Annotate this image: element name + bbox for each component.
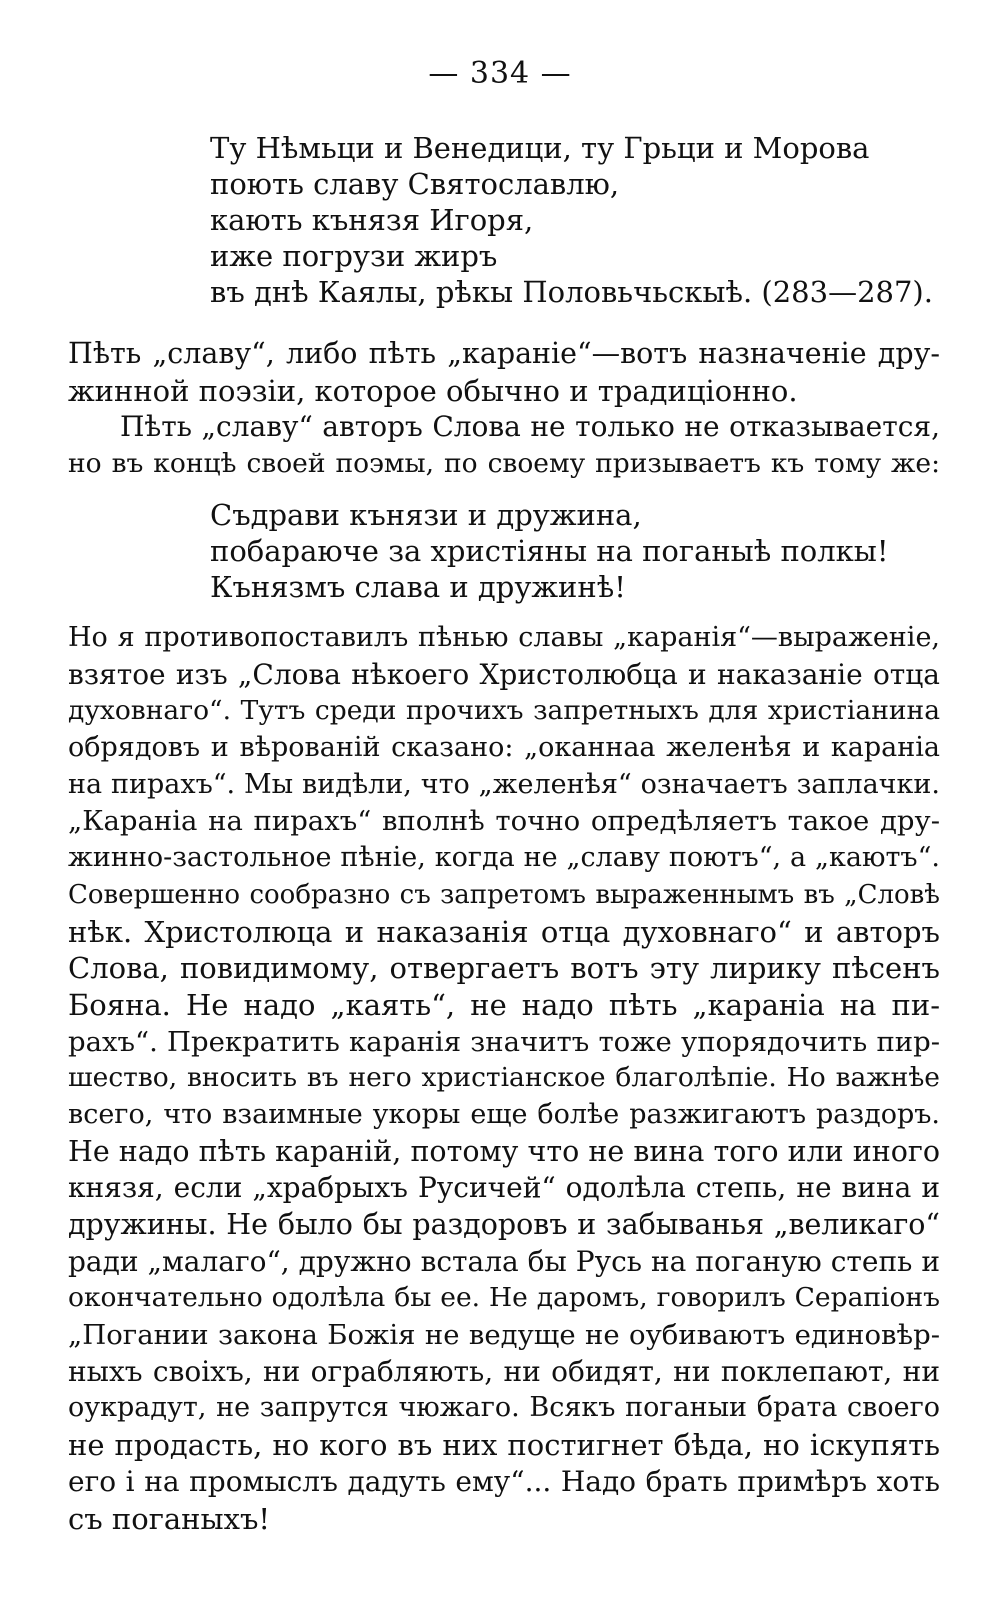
prose-line: Но я противопоставилъ пѣнью славы „каранія“—выраженіе, bbox=[68, 622, 940, 653]
verse-line: поють славу Святославлю, bbox=[210, 167, 620, 201]
prose-line: всего, что взаимные укоры еще болѣе разжигаютъ раздоръ. bbox=[68, 1098, 940, 1130]
prose-line: шество, вносить въ него христіанское благолѣпіе. Но важнѣе bbox=[68, 1062, 940, 1094]
verse-line: кають кънязя Игоря, bbox=[210, 203, 534, 237]
verse-line: иже погрузи жиръ bbox=[210, 239, 498, 273]
prose-block-1 bbox=[68, 336, 940, 483]
prose-line: ныхъ своіхъ, ни ограбляють, ни обидят, ни поклепают, ни bbox=[68, 1354, 940, 1388]
prose-line: ради „малаго“, дружно встала бы Русь на поганую степь и bbox=[68, 1244, 940, 1278]
page-number: — 334 — bbox=[428, 56, 572, 91]
prose-line: князя, если „храбрыхъ Русичей“ одолѣла степь, не вина и bbox=[68, 1171, 940, 1205]
prose-line: жинно-застольное пѣніе, когда не „славу поютъ“, а „каютъ“. bbox=[68, 842, 940, 874]
verse-line: Ту Нѣмьци и Венедици, ту Грьци и Морова bbox=[210, 131, 870, 165]
prose-line: на пирахъ“. Мы видѣли, что „желенѣя“ означаетъ заплачки. bbox=[68, 768, 940, 800]
prose-line: окончательно одолѣла бы ее. Не даромъ, говорилъ Серапіонъ bbox=[68, 1282, 940, 1314]
prose-line: Бояна. Не надо „каять“, не надо пѣть „караніа на пи- bbox=[68, 987, 940, 1022]
prose-line: но въ концѣ своей поэмы, по своему призываетъ къ тому же: bbox=[68, 448, 940, 480]
prose-line: оукрадут, не запрутся чюжаго. Всякъ поганыи брата своего bbox=[68, 1392, 940, 1424]
verse-line: Съдрави кънязи и дружина, bbox=[210, 498, 642, 532]
prose-line: Совершенно сообразно съ запретомъ выраженнымъ въ „Словѣ bbox=[68, 879, 940, 910]
prose-line: Пѣть „славу“, либо пѣть „караніе“—вотъ назначеніе дру- bbox=[68, 337, 940, 370]
prose-line: взятое изъ „Слова нѣкоего Христолюбца и наказаніе отца bbox=[68, 657, 940, 691]
prose-line: „Погании закона Божія не ведуще не оубиваютъ единовѣр- bbox=[68, 1319, 940, 1352]
verse-line: Кънязмъ слава и дружинѣ! bbox=[210, 570, 626, 604]
prose-line: Не надо пѣть караній, потому что не вина того или иного bbox=[68, 1134, 940, 1168]
prose-line: обрядовъ и вѣрованій сказано: „оканнаа желенѣя и караніа bbox=[68, 732, 940, 764]
verse-quote-2 bbox=[210, 497, 970, 605]
prose-line: съ поганыхъ! bbox=[68, 1501, 271, 1536]
prose-line: духовнаго“. Тутъ среди прочихъ запретныхъ для христіанина bbox=[68, 695, 940, 727]
verse-line: побараюче за христіяны на поганыѣ полкы! bbox=[210, 534, 889, 568]
verse-line: въ днѣ Каялы, рѣкы Половьчьскыѣ. (283—287). bbox=[210, 275, 933, 309]
prose-line: его і на промыслъ дадуть ему“... Надо брать примѣръ хоть bbox=[68, 1464, 940, 1498]
prose-line: „Караніа на пирахъ“ вполнѣ точно опредѣляетъ такое дру- bbox=[68, 805, 940, 838]
prose-line: рахъ“. Прекратить каранія значитъ тоже упорядочить пир- bbox=[68, 1025, 940, 1058]
prose-line: Пѣть „славу“ авторъ Слова не только не отказывается, bbox=[120, 410, 940, 444]
prose-block-2 bbox=[68, 620, 940, 1537]
prose-line: дружины. Не было бы раздоровъ и забыванья „великаго“ bbox=[68, 1208, 940, 1241]
verse-quote-1 bbox=[210, 130, 970, 310]
prose-line: не продасть, но кого въ них постигнет бѣда, но іскупять bbox=[68, 1428, 940, 1463]
prose-line: нѣк. Христолюца и наказанія отца духовнаго“ и авторъ bbox=[68, 914, 940, 949]
prose-line: Слова, повидимому, отвергаетъ вотъ эту лирику пѣсенъ bbox=[68, 951, 940, 986]
prose-line: жинной поэзіи, которое обычно и традиціонно. bbox=[68, 373, 798, 408]
